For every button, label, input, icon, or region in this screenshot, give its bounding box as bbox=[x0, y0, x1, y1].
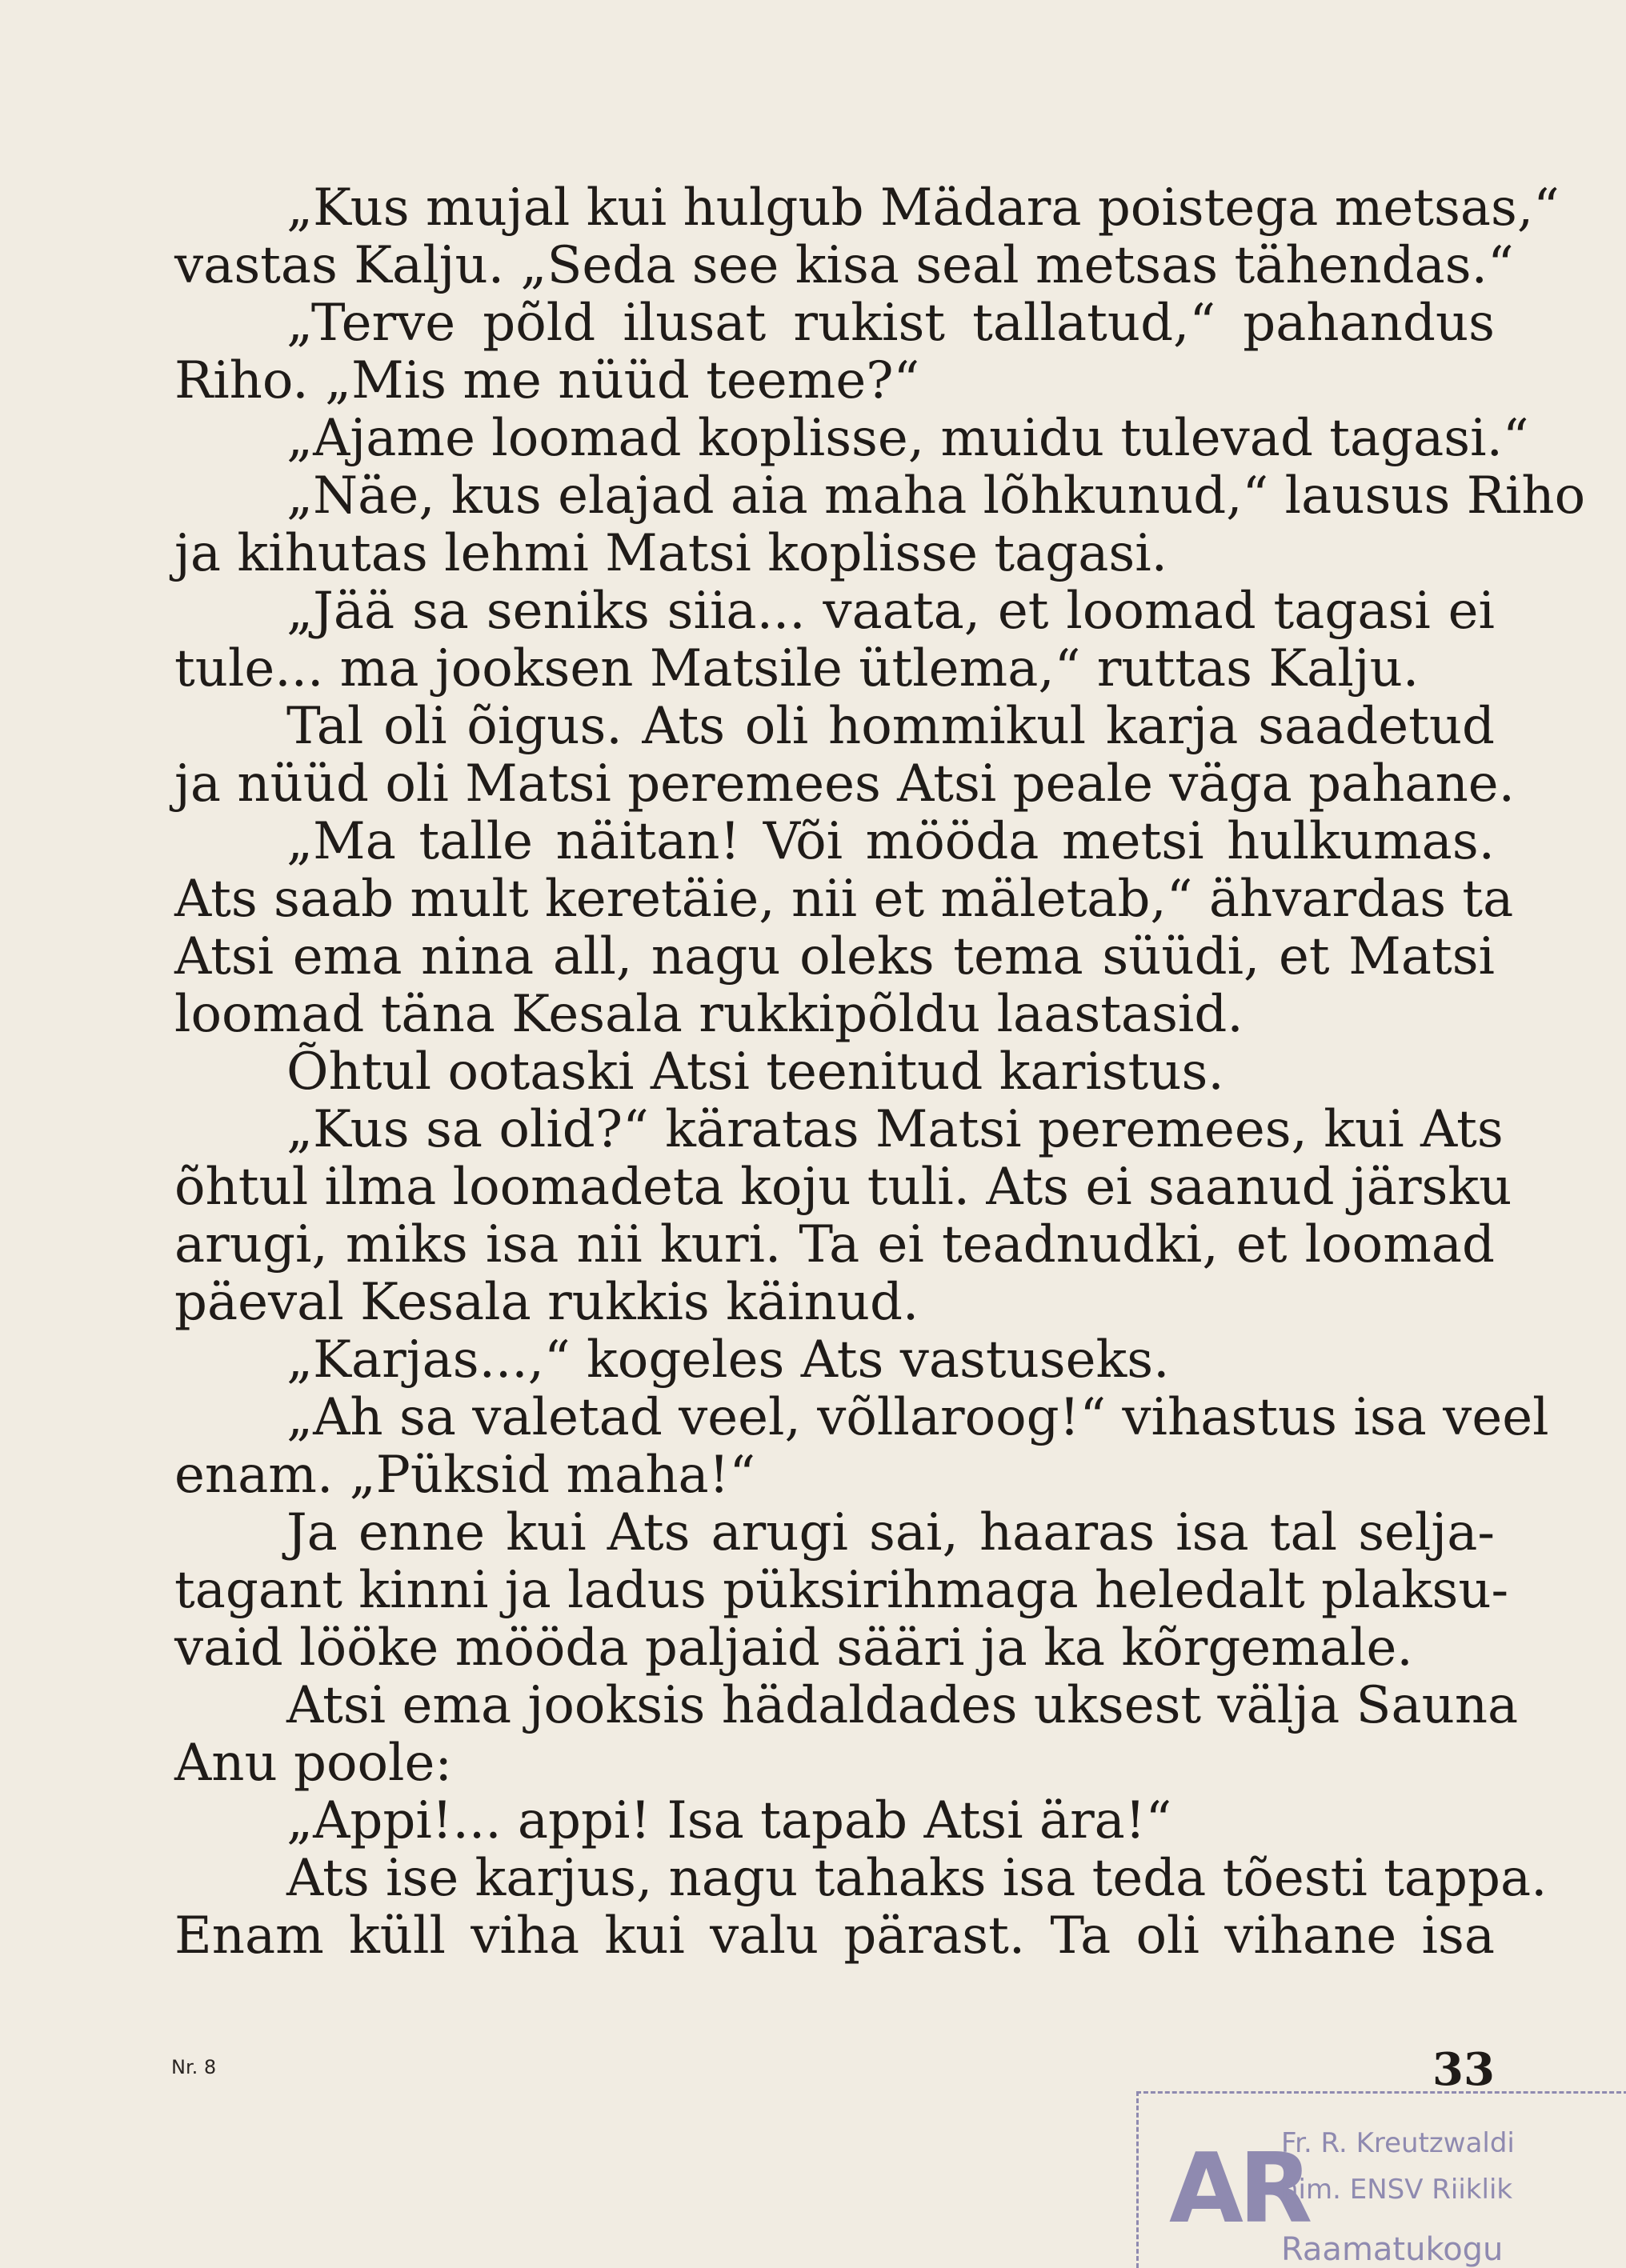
text-line: tule... ma jooksen Matsile ütlema,“ ruttas Kalju. bbox=[174, 639, 1420, 698]
text-line: Atsi ema nina all, nagu oleks tema süüdi, et Matsi bbox=[174, 927, 1495, 986]
text-line: „Kus mujal kui hulgub Mädara poistega metsas,“ bbox=[286, 178, 1560, 238]
text-line: arugi, miks isa nii kuri. Ta ei teadnudki, et loomad bbox=[174, 1215, 1495, 1274]
text-line: ja nüüd oli Matsi peremees Atsi peale väga pahane. bbox=[174, 754, 1515, 814]
text-line: „Kus sa olid?“ käratas Matsi peremees, kui Ats bbox=[286, 1100, 1504, 1159]
text-line: „Näe, kus elajad aia maha lõhkunud,“ lausus Riho bbox=[286, 466, 1586, 526]
text-line: Riho. „Mis me nüüd teeme?“ bbox=[174, 351, 920, 410]
text-line: ja kihutas lehmi Matsi koplisse tagasi. bbox=[174, 524, 1167, 583]
text-line: päeval Kesala rukkis käinud. bbox=[174, 1273, 919, 1332]
text-line: „Ajame loomad koplisse, muidu tulevad tagasi.“ bbox=[286, 409, 1529, 468]
text-line: Ats saab mult keretäie, nii et mäletab,“ ähvardas ta bbox=[174, 870, 1514, 929]
text-line: vaid lööke mööda paljaid sääri ja ka kõrgemale. bbox=[174, 1618, 1413, 1678]
printer-signature: Nr. 8 bbox=[171, 2056, 217, 2078]
text-line: „Jää sa seniks siia... vaata, et loomad tagasi ei bbox=[286, 582, 1495, 641]
stamp-logo: AR bbox=[1169, 2134, 1308, 2245]
page-body-text bbox=[174, 178, 1586, 1966]
text-line: vastas Kalju. „Seda see kisa seal metsas tähendas.“ bbox=[174, 236, 1514, 295]
stamp-line-3: Raamatukogu bbox=[1281, 2231, 1504, 2268]
text-line: enam. „Püksid maha!“ bbox=[174, 1446, 756, 1505]
text-line: Tal oli õigus. Ats oli hommikul karja saadetud bbox=[286, 697, 1495, 756]
page-number: 33 bbox=[1432, 2043, 1495, 2096]
text-line: „Terve põld ilusat rukist tallatud,“ pahandus bbox=[286, 294, 1495, 353]
stamp-line-2: nim. ENSV Riiklik bbox=[1281, 2174, 1513, 2206]
text-line: „Appi!... appi! Isa tapab Atsi ära!“ bbox=[286, 1791, 1172, 1850]
text-line: Anu poole: bbox=[174, 1734, 452, 1793]
text-line: „Ah sa valetad veel, võllaroog!“ vihastus isa veel bbox=[286, 1388, 1549, 1447]
text-line: Enam küll viha kui valu pärast. Ta oli vihane isa bbox=[174, 1906, 1495, 1966]
library-stamp bbox=[1136, 2091, 1626, 2268]
text-line: õhtul ilma loomadeta koju tuli. Ats ei saanud järsku bbox=[174, 1158, 1512, 1217]
text-line: tagant kinni ja ladus püksirihmaga heledalt plaksu- bbox=[174, 1561, 1509, 1620]
text-line: Ats ise karjus, nagu tahaks isa teda tõesti tappa. bbox=[286, 1849, 1548, 1908]
text-line: Atsi ema jooksis hädaldades uksest välja Sauna bbox=[286, 1676, 1519, 1735]
text-line: Ja enne kui Ats arugi sai, haaras isa tal selja- bbox=[286, 1503, 1495, 1562]
stamp-line-1: Fr. R. Kreutzwaldi bbox=[1281, 2127, 1515, 2159]
text-line: loomad täna Kesala rukkipõldu laastasid. bbox=[174, 985, 1244, 1044]
text-line: Õhtul ootaski Atsi teenitud karistus. bbox=[286, 1042, 1224, 1102]
text-line: „Karjas...,“ kogeles Ats vastuseks. bbox=[286, 1330, 1170, 1390]
text-line: „Ma talle näitan! Või mööda metsi hulkumas. bbox=[286, 812, 1495, 871]
